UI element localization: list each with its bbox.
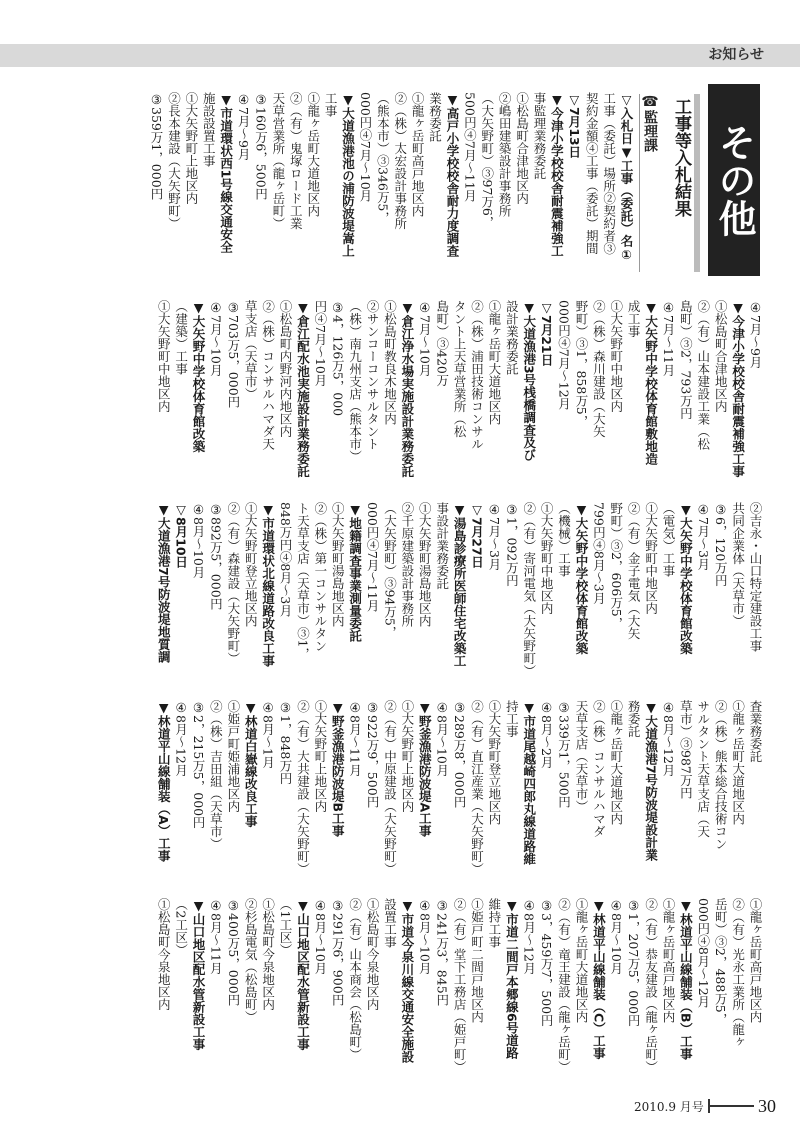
text-line: （熊本市）③346万5，: [375, 92, 391, 224]
text-line: ①大矢野町中地区内: [643, 502, 659, 615]
text-line: ②吉永・山口特定建設工事: [748, 502, 763, 652]
text-line: ①松島町合津地区内: [713, 300, 729, 413]
text-line: ▼山口地区配水管新設工事: [295, 898, 311, 1051]
text-line: 草支店（天草市）: [243, 300, 259, 400]
text-line: ②（有）中原建設（大矢野町）: [382, 700, 398, 875]
text-line: ③241万3，845円: [434, 898, 450, 1007]
text-line: （建築）工事: [173, 300, 189, 375]
text-line: ▼湯島診療所医師住宅改築工: [452, 502, 468, 667]
text-line: 799円④8月～3月: [591, 502, 607, 605]
text-line: ②長本建設（大矢野町）: [166, 92, 182, 230]
text-line: ③892万5，000円: [208, 502, 224, 611]
text-line: ④8月～2月: [539, 700, 555, 769]
text-line: ▼市道環状北線道路改良工事: [260, 502, 276, 667]
text-line: ▽7月21日: [539, 300, 555, 367]
text-line: ①松島町今泉地区内: [260, 898, 276, 1011]
text-line: 島町）③420万: [434, 300, 450, 387]
subtitle-box: [639, 94, 700, 272]
text-line: ②（有）恭友建設（龍ヶ岳町）: [643, 898, 659, 1073]
text-line: ▼大道漁港7号防波堤設計業: [643, 700, 659, 862]
text-line: ①大矢野町中地区内: [156, 300, 172, 413]
text-line: ②（株）吉田組（天草市）: [208, 700, 224, 850]
text-line: ①大矢野町上地区内: [312, 700, 328, 813]
text-line: ②（有）鬼塚ロード工業: [288, 92, 304, 230]
text-line: ④7月～3月: [486, 502, 502, 571]
text-line: 契約金額④工事（委託）期間: [584, 92, 600, 255]
text-line: ①龍ヶ岳町大道地区内: [730, 700, 746, 825]
text-line: 施設設置工事: [201, 92, 217, 167]
section-title: その他: [708, 84, 760, 276]
text-line: ③2，215万5，000円: [191, 700, 206, 829]
text-line: （大矢野町）③97万6，: [479, 92, 495, 229]
text-line: ④8月～12月: [660, 700, 676, 777]
text-line: ▼大矢野中学校体育館改築: [191, 300, 206, 453]
text-line: ④7月～11月: [660, 300, 676, 377]
text-line: ▽8月10日: [173, 502, 189, 569]
text-line: ②（有）山本商会（松島町）: [347, 898, 363, 1061]
text-line: ①大矢野町登立地区内: [243, 502, 259, 627]
text-line: 設置工事: [382, 898, 398, 948]
section-label: お知らせ: [708, 47, 764, 63]
text-line: ①大矢野町中地区内: [608, 300, 624, 413]
text-line: ①龍ヶ岳町高戸地区内: [410, 92, 426, 217]
text-line: ④8月～11月: [208, 898, 224, 975]
text-line: ②杉島電気（松島町）: [243, 898, 259, 1023]
text-line: （大矢野町）③94万5，: [382, 502, 398, 639]
text-line: ③291万6，900円: [330, 898, 346, 1007]
text-line: サルタント天草支店（天: [695, 700, 711, 838]
text-line: 円④7月～10月: [312, 300, 328, 387]
text-line: ④8月～12月: [173, 700, 189, 777]
text-line: ②（株）第一コンサルタン: [312, 502, 328, 652]
text-line: 000円④7月～11月: [365, 502, 381, 613]
text-line: ト天草支店（天草市）③1，: [295, 502, 311, 660]
text-line: ▼林道平山線舗装（A）工事: [156, 700, 172, 863]
text-line: 草市）③987万円: [678, 700, 694, 799]
text-line: ③359万1，000円: [149, 92, 165, 201]
text-line: （1工区）: [278, 898, 294, 956]
text-line: ▼林道平山線舗装（B）工事: [678, 898, 694, 1061]
text-line: ②（有）大共建設（大矢野町）: [295, 700, 311, 875]
text-line: ③160万6，500円: [253, 92, 269, 201]
text-line: ①松島町内野河内地区内: [278, 300, 294, 438]
text-line: ③1，207万5，000円: [626, 898, 642, 1027]
page-number: 30: [758, 1096, 776, 1116]
text-line: 000円④7月～12月: [556, 300, 572, 411]
text-line: ②（株）森川建設（大矢: [591, 300, 607, 438]
text-line: ④8月～11月: [347, 700, 363, 777]
text-line: ②（有）堂下工務店（姫戸町）: [452, 898, 468, 1073]
text-line: ▼野釜漁港防波堤A工事: [417, 700, 433, 838]
text-line: ②（株）熊本総合技術コン: [713, 700, 729, 850]
text-line: ▼大矢野中学校体育館改築: [678, 502, 694, 655]
text-line: 島町）③2，793万円: [678, 300, 694, 420]
text-line: ②千原建築設計事務所: [399, 502, 415, 627]
text-line: ①大矢野町湯島地区内: [330, 502, 346, 627]
text-line: ④7月～3月: [695, 502, 711, 571]
text-line: 工事: [323, 92, 339, 117]
text-line: 成工事: [626, 300, 642, 338]
text-line: ①松島町教良木地区内: [382, 300, 398, 425]
text-line: 野町）③2，606万5，: [608, 502, 624, 630]
text-line: （2工区）: [173, 898, 189, 956]
text-line: ④7月～10月: [417, 300, 433, 377]
text-line: ②（有）森建設（大矢野町）: [225, 502, 241, 665]
text-line: ④8月～10月: [191, 502, 206, 579]
text-line: ①姫戸町二間戸地区内: [469, 898, 485, 1023]
text-line: ②（有）金子電気（大矢: [626, 502, 642, 640]
text-line: ▼高戸小学校校舎耐力度調査: [444, 92, 460, 257]
text-line: ③922万9，500円: [365, 700, 381, 809]
text-line: ①龍ヶ岳町大道地区内: [305, 92, 321, 217]
text-line: ▼大矢野中学校体育館敷地造: [643, 300, 659, 465]
text-line: ▽7月13日: [566, 92, 582, 159]
text-line: ③339万1，500円: [556, 700, 572, 809]
text-line: ④8月～1月: [260, 700, 276, 769]
text-line: ②（有）寄河電気（大矢野町）: [521, 502, 537, 677]
text-line: 岳町）③2，488万5，: [713, 898, 729, 1026]
text-line: ③4，126万5，000: [330, 300, 346, 417]
text-line: ④8月～12月: [521, 898, 537, 975]
text-line: ③400万5，000円: [225, 898, 241, 1007]
header-band: [0, 44, 800, 67]
text-line: ③3，459万7，500円: [539, 898, 555, 1027]
text-line: （機械）工事: [556, 502, 572, 577]
subtitle-main: 工事等入札結果: [671, 98, 691, 217]
text-line: ▼山口地区配水管新設工事: [191, 898, 206, 1051]
footer-rule: [710, 1105, 754, 1107]
text-line: ▼倉江浄水場実施設計業務委託: [399, 300, 415, 478]
text-line: 維持工事: [486, 898, 502, 948]
text-line: ②（株）浦田技術コンサル: [469, 300, 485, 450]
text-line: ③703万5，000円: [225, 300, 241, 409]
text-line: 500円④7月～11月: [462, 92, 478, 203]
text-block-row5: [155, 898, 764, 1086]
text-line: ②（株）コンサルハマダ天: [260, 300, 276, 450]
text-line: ②（有）直江産業（大矢野町）: [469, 700, 485, 875]
text-line: ▼野釜漁港防波堤B工事: [330, 700, 346, 838]
text-line: ②（株）コンサルハマダ: [591, 700, 607, 838]
text-line: 業務委託: [427, 92, 443, 142]
text-line: ④8月～10月: [608, 898, 624, 975]
text-line: ①龍ヶ岳町大道地区内: [486, 300, 502, 425]
text-line: ①龍ヶ岳町大道地区内: [573, 898, 589, 1023]
text-line: ②サンコーコンサルタント: [365, 300, 381, 450]
text-line: ▼今津小学校校舎耐震補強工事: [730, 300, 746, 478]
text-line: 務委託: [626, 700, 642, 738]
text-line: ③289万8，000円: [452, 700, 468, 809]
text-line: ①大矢野町上地区内: [399, 700, 415, 813]
text-line: ④8月～10月: [434, 700, 450, 777]
text-line: ①大矢野町湯島地区内: [417, 502, 433, 627]
issue-date: 2010.9 月号: [634, 1100, 704, 1114]
text-line: ①大矢野町登立地区内: [486, 700, 502, 825]
text-line: ④7月～10月: [208, 300, 224, 377]
text-block-row1: [148, 92, 635, 312]
text-line: （株）南九州支店（熊本市）: [347, 300, 363, 463]
text-line: ④7月～9月: [748, 300, 763, 369]
text-line: ▼今津小学校校舎耐震補強工: [549, 92, 565, 257]
text-line: ①松島町今泉地区内: [365, 898, 381, 1011]
text-line: ④7月～9月: [236, 92, 252, 161]
text-line: 天草支店（天草市）: [573, 700, 589, 813]
text-line: ▼市道尾越崎四郎丸線道路維: [521, 700, 537, 865]
text-line: ①龍ヶ岳町高戸地区内: [660, 898, 676, 1023]
text-line: ▼地籍調査事業測量委託: [347, 502, 363, 642]
text-line: ▼大道漁港7号防波堤地質調: [156, 502, 172, 664]
text-line: ▼大道漁港池の浦防波堤嵩上: [340, 92, 356, 257]
text-line: 野町）③1，858万5，: [573, 300, 589, 428]
text-line: 査業務委託: [748, 700, 763, 763]
text-line: タント上天草営業所（松: [452, 300, 468, 438]
text-line: ①大矢野町上地区内: [183, 92, 199, 205]
text-line: 848万円④8月～3月: [278, 502, 294, 617]
text-line: ①龍ヶ岳町大道地区内: [608, 700, 624, 825]
text-line: 持工事: [504, 700, 520, 738]
text-line: ▼林道白嶽線改良工事: [243, 700, 259, 828]
text-line: 事監理業務委託: [531, 92, 547, 180]
text-line: （電気）工事: [660, 502, 676, 577]
subtitle-dept: ☎監理課: [642, 94, 658, 152]
text-line: ②（株）太宏設計事務所: [392, 92, 408, 230]
text-line: 000円④7月～10月: [357, 92, 373, 203]
text-line: 工事（委託）場所②契約者③: [601, 92, 617, 255]
text-line: ▼林道平山線舗装（C）工事: [591, 898, 607, 1060]
text-line: ▼市道二間戸本郷線6号道路: [504, 898, 520, 1060]
text-line: ②（有）山本建設工業（松: [695, 300, 711, 450]
text-line: ③1，092万円: [504, 502, 520, 587]
text-line: ▽7月27日: [469, 502, 485, 569]
text-line: ▼大矢野中学校体育館改築: [573, 502, 589, 655]
text-line: 共同企業体（天草市）: [730, 502, 746, 627]
text-line: ①姫戸町姫浦地区内: [225, 700, 241, 813]
text-line: ▼市道今泉川線交通安全施設: [399, 898, 415, 1063]
text-line: 天草営業所（龍ヶ岳町）: [270, 92, 286, 230]
text-line: ①大矢野町中地区内: [539, 502, 555, 615]
text-line: ▼市道環状西1号線交通安全: [218, 92, 234, 254]
text-line: 設計業務委託: [504, 300, 520, 375]
text-line: 000円④8月～12月: [695, 898, 711, 1009]
text-line: ②嶋田建築設計事務所: [497, 92, 513, 217]
text-line: ▽入札日▼工事（委託）名①: [619, 92, 634, 262]
text-line: ▼倉江配水池実施設計業務委託: [295, 300, 311, 478]
text-line: 事設計業務委託: [434, 502, 450, 590]
text-line: ①松島町合津地区内: [514, 92, 530, 205]
text-line: ②（有）竜王建設（龍ヶ岳町）: [556, 898, 572, 1073]
text-line: ①龍ヶ岳町高戸地区内: [748, 898, 763, 1023]
text-line: ④8月～10月: [417, 898, 433, 975]
text-line: ①松島町今泉地区内: [156, 898, 172, 1011]
text-line: ③1，848万円: [278, 700, 294, 785]
text-line: ③6，120万円: [713, 502, 729, 587]
text-line: ②（有）光永工業所（龍ヶ: [730, 898, 746, 1048]
text-line: ④8月～10月: [312, 898, 328, 975]
text-line: ▼大道漁港3号桟橋調査及び: [521, 300, 537, 462]
